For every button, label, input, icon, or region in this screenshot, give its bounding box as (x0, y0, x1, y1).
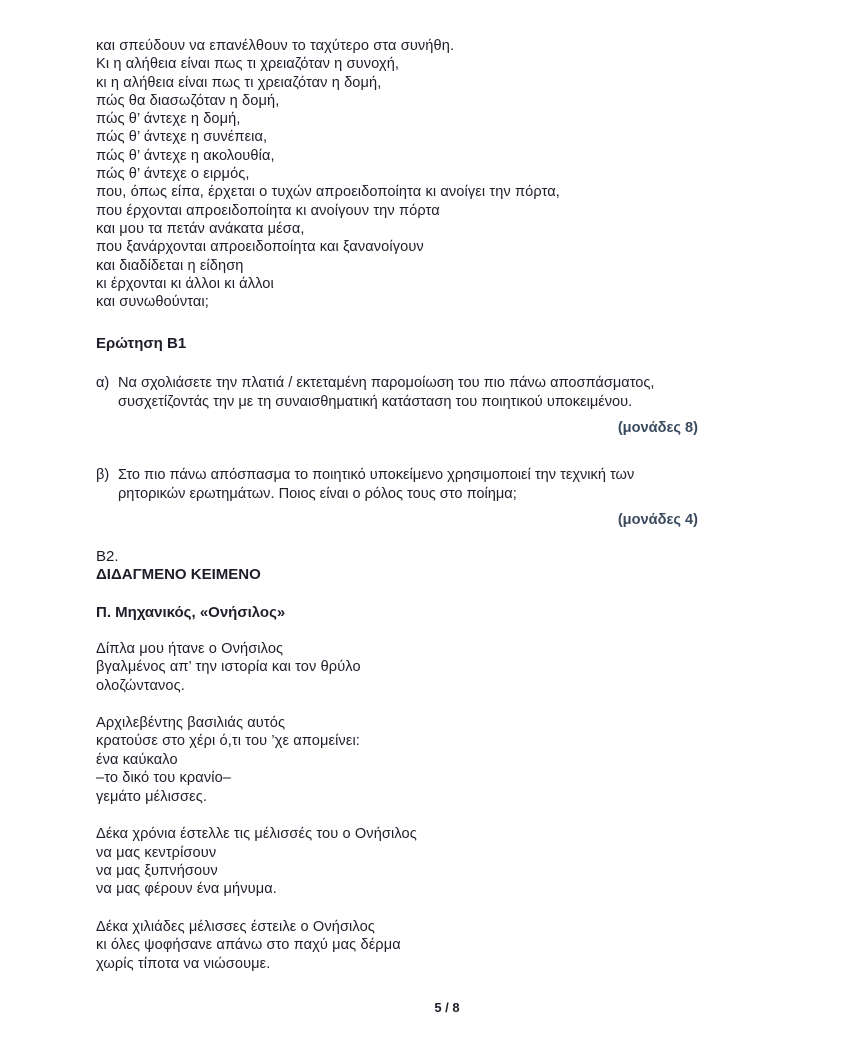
poem-line: –το δικό του κρανίο– (96, 770, 232, 786)
question-text-line: ρητορικών ερωτημάτων. Ποιος είναι ο ρόλος τους στο ποίημα; (118, 486, 517, 502)
section-number: Β2. (96, 548, 119, 565)
marks-label: (μονάδες 4) (617, 512, 698, 528)
poem-line: κι έρχονται κι άλλοι κι άλλοι (96, 276, 274, 292)
poem-line: πώς θ’ άντεχε η συνέπεια, (96, 129, 268, 145)
poem-title: Π. Μηχανικός, «Ονήσιλος» (96, 604, 286, 621)
poem-line: και μου τα πετάν ανάκατα μέσα, (96, 221, 305, 237)
poem-line: να μας ξυπνήσουν (96, 863, 218, 879)
section-title: ΔΙΔΑΓΜΕΝΟ ΚΕΙΜΕΝΟ (96, 566, 261, 583)
poem-line: ολοζώντανος. (96, 678, 185, 694)
poem-line: και διαδίδεται η είδηση (96, 258, 244, 274)
question-text-line: Στο πιο πάνω απόσπασμα το ποιητικό υποκείμενο χρησιμοποιεί την τεχνική των (118, 467, 635, 483)
page-number: 5 / 8 (434, 1000, 460, 1015)
poem-line: να μας φέρουν ένα μήνυμα. (96, 881, 277, 897)
poem-line: Δίπλα μου ήτανε ο Ονήσιλος (96, 641, 284, 657)
poem-line: ένα καύκαλο (96, 752, 178, 768)
poem-line: κρατούσε στο χέρι ό,τι του ’χε απομείνει: (96, 733, 360, 749)
poem-line: Δέκα χρόνια έστελλε τις μέλισσές του ο Ονήσιλος (96, 826, 417, 842)
poem-line: Κι η αλήθεια είναι πως τι χρειαζόταν η συνοχή, (96, 56, 400, 72)
marks-label: (μονάδες 8) (617, 420, 698, 436)
poem-line: και σπεύδουν να επανέλθουν το ταχύτερο στα συνήθη. (96, 38, 455, 54)
poem-line: και συνωθούνται; (96, 294, 209, 310)
question-label: α) (96, 375, 110, 391)
poem-line: γεμάτο μέλισσες. (96, 789, 208, 805)
poem-line: πώς θ’ άντεχε η ακολουθία, (96, 148, 275, 164)
poem-line: κι όλες ψοφήσανε απάνω στο παχύ μας δέρμα (96, 937, 401, 953)
poem-line: Δέκα χιλιάδες μέλισσες έστειλε ο Ονήσιλος (96, 919, 375, 935)
question-text-line: Να σχολιάσετε την πλατιά / εκτεταμένη παρομοίωση του πιο πάνω αποσπάσματος, (118, 375, 655, 391)
poem-line: βγαλμένος απ’ την ιστορία και τον θρύλο (96, 659, 361, 675)
poem-line: χωρίς τίποτα να νιώσουμε. (96, 956, 271, 972)
poem-line: που ξανάρχονται απροειδοποίητα και ξανανοίγουν (96, 239, 424, 255)
poem-line: που, όπως είπα, έρχεται ο τυχών απροειδοποίητα κι ανοίγει την πόρτα, (96, 184, 560, 200)
poem-line: Αρχιλεβέντης βασιλιάς αυτός (96, 715, 286, 731)
poem-line: που έρχονται απροειδοποίητα κι ανοίγουν την πόρτα (96, 203, 440, 219)
poem-line: πώς θα διασωζόταν η δομή, (96, 93, 280, 109)
question-label: β) (96, 467, 110, 483)
question-text-line: συσχετίζοντάς την με τη συναισθηματική κατάσταση του ποιητικού υποκειμένου. (118, 394, 633, 410)
poem-line: κι η αλήθεια είναι πως τι χρειαζόταν η δομή, (96, 75, 382, 91)
question-b1-heading: Ερώτηση Β1 (96, 335, 187, 352)
poem-line: πώς θ’ άντεχε η δομή, (96, 111, 241, 127)
poem-line: να μας κεντρίσουν (96, 845, 217, 861)
poem-line: πώς θ’ άντεχε ο ειρμός, (96, 166, 250, 182)
